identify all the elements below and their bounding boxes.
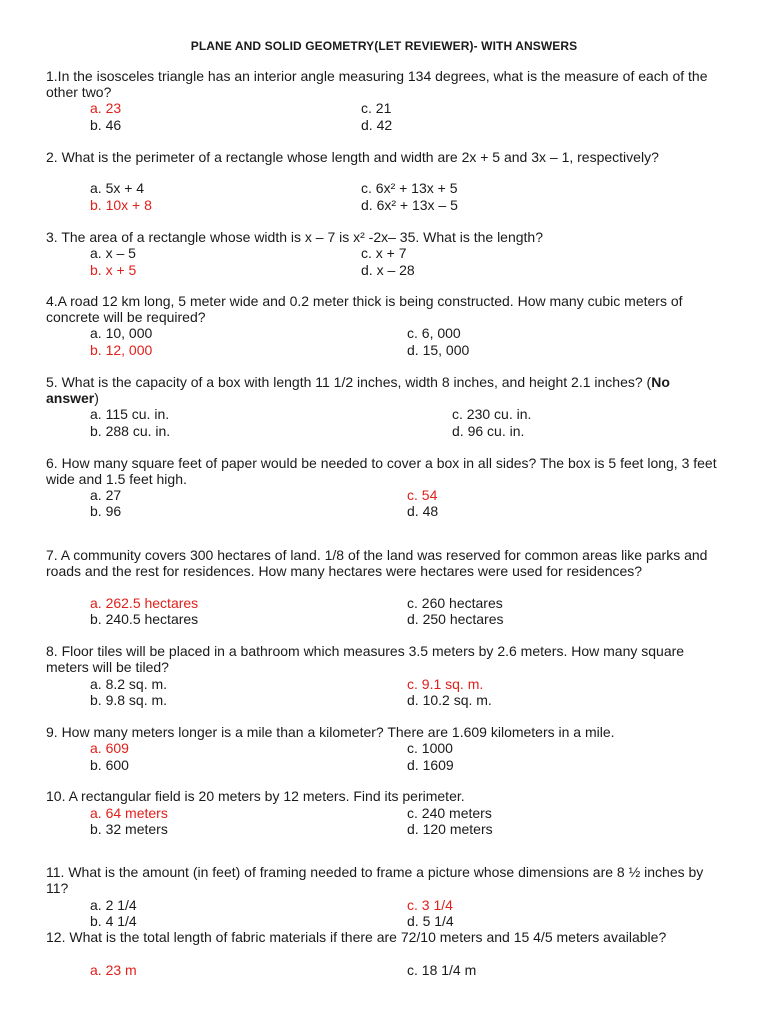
option-a: a. 262.5 hectares (90, 595, 199, 611)
option-c: c. 260 hectares (407, 595, 503, 611)
question-4 (46, 293, 726, 325)
no-answer-note: No answer (46, 374, 670, 406)
question-stem: 11. What is the amount (in feet) of framing needed to frame a picture whose dimensions are 8 ½ inches by 11? (46, 864, 704, 896)
question-1 (46, 68, 726, 100)
option-a: a. 2 1/4 (90, 897, 137, 913)
question-12 (46, 929, 726, 945)
option-c: c. 3 1/4 (407, 897, 453, 913)
option-b: b. 46 (90, 117, 122, 133)
question-stem-text: 5. What is the capacity of a box with length 11 1/2 inches, width 8 inches, and height 2.1 inches? ( (46, 374, 652, 390)
question-5 (46, 374, 726, 406)
option-b: b. 288 cu. in. (90, 423, 171, 439)
option-d: d. 15, 000 (407, 342, 470, 358)
option-a: a. x – 5 (90, 245, 136, 261)
question-stem: 8. Floor tiles will be placed in a bathroom which measures 3.5 meters by 2.6 meters. How many square meters will be tiled? (46, 643, 685, 675)
option-c: c. 6x² + 13x + 5 (361, 180, 458, 196)
question-stem: 10. A rectangular field is 20 meters by 12 meters. Find its perimeter. (46, 788, 465, 804)
option-c: c. 54 (407, 487, 438, 503)
question-stem: 4.A road 12 km long, 5 meter wide and 0.2 meter thick is being constructed. How many cubic meters of concrete will be required? (46, 293, 683, 325)
option-d: d. 6x² + 13x – 5 (361, 197, 458, 213)
question-stem: 7. A community covers 300 hectares of land. 1/8 of the land was reserved for common areas like parks and roads and the rest for residences. How many hectares were hectares were used for residences? (46, 547, 708, 579)
page-title: PLANE AND SOLID GEOMETRY(LET REVIEWER)- WITH ANSWERS (190, 39, 578, 53)
option-a: a. 609 (90, 740, 129, 756)
option-c: c. 6, 000 (407, 325, 461, 341)
question-stem (46, 374, 726, 406)
option-d: d. 5 1/4 (407, 913, 454, 929)
option-c: c. 1000 (407, 740, 453, 756)
option-d: d. 250 hectares (407, 611, 504, 627)
question-2 (46, 149, 726, 165)
question-11 (46, 864, 726, 896)
option-b: b. 9.8 sq. m. (90, 692, 168, 708)
option-d: d. 1609 (407, 757, 454, 773)
question-8 (46, 643, 726, 675)
question-stem: 2. What is the perimeter of a rectangle whose length and width are 2x + 5 and 3x – 1, respectively? (46, 149, 659, 165)
option-a: a. 64 meters (90, 805, 168, 821)
option-c: c. 21 (361, 100, 392, 116)
option-b: b. 10x + 8 (90, 197, 152, 213)
question-stem: 6. How many square feet of paper would be needed to cover a box in all sides? The box is 5 feet long, 3 feet wide and 1.5 feet high. (46, 455, 717, 487)
option-d: d. x – 28 (361, 262, 415, 278)
option-c: c. 9.1 sq. m. (407, 676, 484, 692)
option-b: b. 32 meters (90, 821, 168, 837)
question-stem-end: ) (94, 390, 99, 406)
option-b: b. 96 (90, 503, 122, 519)
option-c: c. 230 cu. in. (452, 406, 532, 422)
option-a: a. 23 m (90, 962, 137, 978)
option-d: d. 120 meters (407, 821, 493, 837)
option-c: c. x + 7 (361, 245, 407, 261)
option-d: d. 42 (361, 117, 393, 133)
option-a: a. 10, 000 (90, 325, 153, 341)
option-b: b. 600 (90, 757, 129, 773)
question-stem: 1.In the isosceles triangle has an interior angle measuring 134 degrees, what is the measure of each of the other two? (46, 68, 708, 100)
option-a: a. 27 (90, 487, 122, 503)
option-d: d. 10.2 sq. m. (407, 692, 492, 708)
option-d: d. 96 cu. in. (452, 423, 525, 439)
option-b: b. 12, 000 (90, 342, 153, 358)
question-6 (46, 455, 726, 487)
option-c: c. 18 1/4 m (407, 962, 477, 978)
question-7 (46, 547, 726, 579)
question-stem: 9. How many meters longer is a mile than a kilometer? There are 1.609 kilometers in a mile. (46, 724, 615, 740)
option-b: b. x + 5 (90, 262, 137, 278)
option-a: a. 5x + 4 (90, 180, 145, 196)
option-c: c. 240 meters (407, 805, 492, 821)
option-a: a. 23 (90, 100, 122, 116)
option-a: a. 8.2 sq. m. (90, 676, 168, 692)
question-stem: 12. What is the total length of fabric materials if there are 72/10 meters and 15 4/5 meters available? (46, 929, 667, 945)
question-9 (46, 724, 726, 740)
option-b: b. 240.5 hectares (90, 611, 199, 627)
option-b: b. 4 1/4 (90, 913, 137, 929)
question-10 (46, 788, 726, 804)
question-stem: 3. The area of a rectangle whose width is x – 7 is x² -2x– 35. What is the length? (46, 229, 544, 245)
question-3 (46, 229, 726, 245)
option-a: a. 115 cu. in. (90, 406, 170, 422)
option-d: d. 48 (407, 503, 439, 519)
